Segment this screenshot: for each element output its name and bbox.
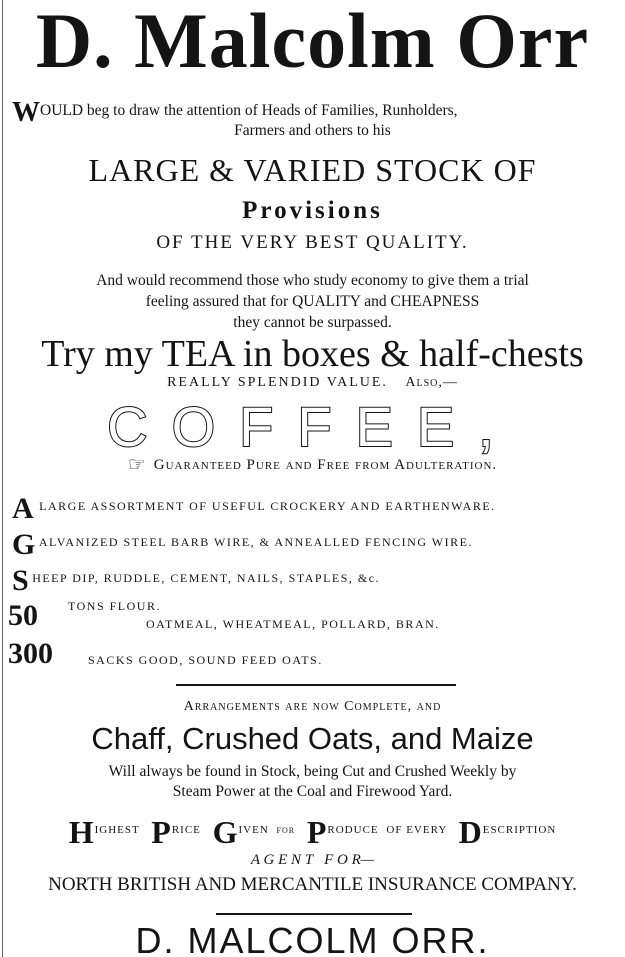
word-escription: ESCRIPTION [482, 824, 557, 836]
quality-line: OF THE VERY BEST QUALITY. [156, 232, 469, 253]
drop-initial-a: A [12, 492, 36, 525]
divider-rule [176, 684, 456, 686]
word-of-every: OF EVERY [386, 824, 447, 836]
oats-text: SACKS GOOD, SOUND FEED OATS. [88, 653, 323, 667]
drop-initial-s: S [12, 564, 31, 597]
tea-subline [0, 374, 625, 392]
agent-line: A G E N T F O R— [250, 852, 375, 868]
flour-qty: 50 [8, 599, 38, 632]
provisions-heading: Provisions [242, 197, 383, 224]
flour-line-2: OATMEAL, WHEATMEAL, POLLARD, BRAN. [146, 617, 440, 631]
item-crockery [12, 488, 625, 527]
arrangements-body-1: Will always be found in Stock, being Cut and Crushed Weekly by [108, 763, 517, 780]
tea-headline: Try my TEA in boxes & half-chests [41, 333, 584, 375]
insurance-company: NORTH BRITISH AND MERCANTILE INSURANCE COMPANY. [48, 874, 577, 895]
recommend-line-2: feeling assured that for QUALITY and CHEAPNESS [145, 293, 480, 310]
word-for: FOR [276, 826, 296, 835]
word-roduce: RODUCE [327, 824, 379, 836]
arrangements-headline: Chaff, Crushed Oats, and Maize [91, 721, 534, 756]
item-sheep-dip [12, 560, 625, 599]
word-iven: IVEN [238, 824, 269, 836]
coffee-heading: COFFEE, [107, 395, 518, 458]
initial-p-2: P [306, 814, 328, 850]
drop-initial-g: G [12, 528, 37, 561]
coffee-guarantee-line [0, 455, 625, 475]
initial-h: H [68, 814, 95, 850]
footer-rule [216, 913, 412, 915]
masthead-name: D. Malcolm Orr [35, 0, 590, 84]
tea-value: REALLY SPLENDID VALUE. [167, 375, 388, 390]
coffee-guarantee: Guaranteed Pure and Free from Adulteration. [153, 457, 498, 473]
initial-d: D [458, 814, 483, 850]
pointing-hand-icon: ☞ [127, 454, 146, 476]
item-crockery-text: LARGE ASSORTMENT OF USEFUL CROCKERY AND EARTHENWARE. [39, 499, 496, 513]
intro-text: OULD beg to draw the attention of Heads of Families, Runholders, [40, 102, 458, 119]
recommend-line-1: And would recommend those who study economy to give them a trial [96, 272, 529, 289]
word-ighest: IGHEST [94, 824, 140, 836]
initial-p-1: P [151, 814, 172, 850]
highest-price-line [0, 808, 625, 854]
arrangements-line: Arrangements are now Complete, and [183, 699, 442, 714]
initial-g-2: G [212, 814, 239, 850]
arrangements-body-2: Steam Power at the Coal and Firewood Yard. [172, 783, 453, 800]
oats-qty: 300 [8, 637, 53, 670]
recommend-line-3: they cannot be surpassed. [233, 314, 392, 331]
tea-also: Also,— [405, 375, 458, 390]
footer-name: D. MALCOLM ORR. [135, 920, 490, 957]
item-wire [12, 524, 625, 563]
item-wire-text: ALVANIZED STEEL BARB WIRE, & ANNEALLED FENCING WIRE. [38, 535, 473, 549]
item-sheep-dip-text: HEEP DIP, RUDDLE, CEMENT, NAILS, STAPLES, &c. [32, 571, 381, 585]
stock-heading: LARGE & VARIED STOCK OF [88, 152, 537, 188]
intro-line-2: Farmers and others to his [234, 122, 391, 139]
flour-line-1: TONS FLOUR. [68, 599, 161, 613]
word-rice: RICE [171, 824, 201, 836]
drop-initial-w: W [12, 97, 40, 128]
